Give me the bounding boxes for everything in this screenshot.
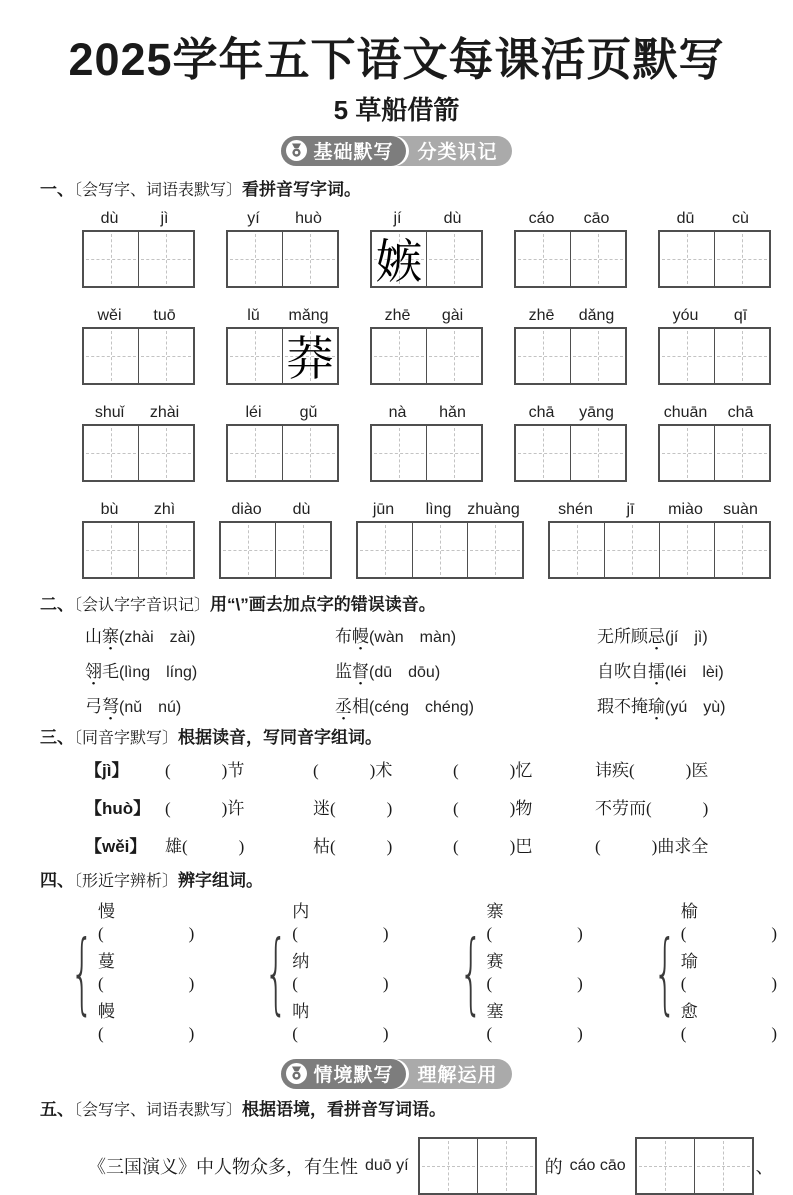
- fill-blank-item[interactable]: 不劳而( ): [595, 798, 709, 818]
- badge-left-wrap: [281, 1059, 408, 1089]
- section-badge-context: [281, 1059, 511, 1089]
- writing-gridbox: [226, 424, 339, 482]
- char-group: [264, 901, 404, 1045]
- dotted-char: 忌: [648, 626, 665, 646]
- answer-cell[interactable]: [139, 329, 193, 383]
- pinyin-word-group: [226, 400, 339, 482]
- phrase-item[interactable]: 布幔(wàn màn): [335, 622, 597, 647]
- pinyin-labels: chā yāng: [528, 403, 614, 421]
- section-tag: 〔同音字默写〕: [74, 729, 179, 747]
- pinyin-labels: diào dù: [231, 500, 311, 518]
- pinyin-labels: léi gǔ: [245, 403, 318, 421]
- writing-gridbox: [658, 230, 771, 288]
- pinyin-row: [82, 303, 793, 385]
- answer-cell[interactable]: [571, 426, 625, 480]
- section-one-heading: [40, 179, 793, 202]
- answer-cell[interactable]: [516, 426, 571, 480]
- fill-blank-item[interactable]: 慢( ): [98, 901, 195, 943]
- section-tag: 〔形近字辨析〕: [74, 872, 179, 890]
- pinyin-label: duō yí: [365, 1157, 409, 1175]
- pinyin-word-group: [658, 206, 771, 288]
- pinyin-labels: zhē gài: [384, 306, 464, 324]
- fill-blank-item[interactable]: 愈( ): [680, 1001, 778, 1043]
- section-number: 一、: [40, 179, 74, 199]
- handwritten-char: 嫉: [375, 237, 423, 290]
- medal-icon: [286, 1063, 307, 1084]
- writing-gridbox: [82, 521, 195, 579]
- sentence-text: 、: [755, 1157, 774, 1178]
- writing-gridbox: [370, 230, 483, 288]
- answer-cell[interactable]: [84, 232, 139, 286]
- char-group: [459, 901, 599, 1045]
- answer-cell[interactable]: [660, 523, 715, 577]
- pinyin-word-group: [514, 400, 627, 482]
- fill-blank-item[interactable]: 蔓( ): [98, 951, 195, 993]
- answer-cell[interactable]: [372, 232, 427, 290]
- pinyin-word-group: [548, 497, 771, 579]
- pinyin-word-group: [82, 400, 195, 482]
- section-instruction: 根据语境，看拼音写词语。: [242, 1099, 447, 1119]
- section-instruction: 用“\”画去加点字的错误读音。: [210, 594, 436, 614]
- pinyin-word-group: [658, 400, 771, 482]
- section-tag: 〔会写字、词语表默写〕: [74, 181, 243, 199]
- pinyin-key: 【huò】: [85, 798, 151, 818]
- answer-cell[interactable]: [283, 426, 337, 480]
- context-sentence: [88, 1137, 793, 1195]
- fill-blank-item[interactable]: ( )物: [453, 798, 533, 818]
- answer-cell[interactable]: [84, 426, 139, 480]
- section-number: 二、: [40, 594, 74, 614]
- section-number: 四、: [40, 870, 74, 890]
- homophone-exercise: [85, 756, 793, 857]
- answer-cell[interactable]: [660, 329, 715, 383]
- dotted-char: 寨: [102, 626, 119, 646]
- writing-gridbox: [82, 424, 195, 482]
- pinyin-labels: lǔ mǎng: [247, 306, 329, 324]
- writing-gridbox: [356, 521, 524, 579]
- writing-gridbox: [514, 327, 627, 385]
- badge-secondary-label: 分类识记: [417, 142, 498, 164]
- section-instruction: 根据读音，写同音字组词。: [178, 727, 383, 747]
- char-group: [653, 901, 793, 1045]
- answer-cell[interactable]: [660, 426, 715, 480]
- dotted-char: 瑜: [648, 696, 665, 716]
- answer-cell[interactable]: [283, 329, 337, 387]
- answer-cell[interactable]: [139, 523, 193, 577]
- medal-icon: [286, 140, 307, 161]
- dotted-char: 擂: [648, 661, 665, 681]
- pinyin-word-group: [82, 303, 195, 385]
- pronunciation-exercise: [85, 622, 793, 717]
- writing-gridbox: [370, 424, 483, 482]
- sentence-text: 的: [544, 1157, 563, 1178]
- pinyin-word-group: [370, 400, 483, 482]
- writing-gridbox: [82, 327, 195, 385]
- fill-blank-item[interactable]: ( )术: [313, 760, 393, 780]
- pinyin-labels: dū cù: [676, 209, 749, 227]
- answer-cell[interactable]: [468, 523, 522, 577]
- answer-cell[interactable]: [516, 232, 571, 286]
- answer-cell[interactable]: [715, 232, 769, 286]
- writing-gridbox: [658, 327, 771, 385]
- sentence-text: 《三国演义》中人物众多，有生性: [88, 1157, 358, 1178]
- pinyin-labels: nà hǎn: [388, 403, 466, 421]
- writing-gridbox: [226, 327, 339, 385]
- answer-cell[interactable]: [660, 232, 715, 286]
- answer-cell[interactable]: [571, 329, 625, 383]
- badge-left-wrap: [281, 136, 408, 166]
- answer-cell[interactable]: [478, 1139, 535, 1193]
- answer-cell[interactable]: [228, 426, 283, 480]
- brace-icon: {: [264, 920, 289, 1024]
- answer-cell[interactable]: [427, 232, 481, 286]
- answer-cell[interactable]: [372, 329, 427, 383]
- lesson-title: 5 草船借箭: [333, 94, 460, 125]
- section-badge-basic: [281, 136, 511, 166]
- fill-blank-item[interactable]: 赛( ): [486, 951, 583, 993]
- pinyin-labels: jūn lìng zhuàng: [372, 500, 520, 518]
- pinyin-labels: bù zhì: [100, 500, 176, 518]
- answer-cell[interactable]: [427, 329, 481, 383]
- fill-blank-item[interactable]: ( )曲求全: [595, 836, 709, 856]
- exercise-row: [85, 794, 793, 819]
- pinyin-row: [82, 400, 793, 482]
- writing-gridbox: [226, 230, 339, 288]
- similar-char-exercise: [70, 901, 793, 1045]
- pinyin-word-group: [82, 206, 195, 288]
- phrase-item[interactable]: 山寨(zhài zài): [85, 622, 335, 647]
- pinyin-word-group: [356, 497, 524, 579]
- pinyin-labels: wěi tuō: [97, 306, 176, 324]
- fill-blank-item[interactable]: 寨( ): [486, 901, 583, 943]
- fill-blank-item[interactable]: 呐( ): [292, 1001, 389, 1043]
- pinyin-word-group: [226, 303, 339, 385]
- fill-blank-item[interactable]: 纳( ): [292, 951, 389, 993]
- fill-blank-item[interactable]: 讳疾( )医: [595, 760, 709, 780]
- exercise-row: [85, 756, 793, 781]
- answer-cell[interactable]: [695, 1139, 752, 1193]
- fill-blank-item[interactable]: 幔( ): [98, 1001, 195, 1043]
- answer-cell[interactable]: [283, 232, 337, 286]
- phrase-item[interactable]: 丞相(céng chéng): [335, 692, 597, 717]
- section-number: 三、: [40, 727, 74, 747]
- dotted-char: 丞: [335, 696, 352, 716]
- badge-left: [281, 1059, 405, 1089]
- pinyin-key: 【jì】: [85, 760, 129, 780]
- phrase-item[interactable]: 监督(dū dōu): [335, 657, 597, 682]
- pinyin-labels: shuǐ zhài: [94, 403, 180, 421]
- worksheet-page: [0, 34, 793, 1178]
- fill-blank-item[interactable]: 塞( ): [486, 1001, 583, 1043]
- fill-blank-item[interactable]: ( )节: [165, 760, 245, 780]
- answer-cell[interactable]: [715, 426, 769, 480]
- writing-gridbox: [658, 424, 771, 482]
- exercise-row: [85, 622, 793, 647]
- fill-blank-item[interactable]: 枯( ): [313, 836, 393, 856]
- pinyin-labels: shén jī miào suàn: [558, 500, 758, 518]
- answer-cell[interactable]: [139, 232, 193, 286]
- phrase-item[interactable]: 自吹自擂(léi lèi): [597, 657, 793, 682]
- answer-cell[interactable]: [228, 329, 283, 383]
- writing-gridbox: [548, 521, 771, 579]
- exercise-row: [85, 832, 793, 857]
- badge-secondary-label: 理解运用: [417, 1065, 498, 1086]
- answer-cell[interactable]: [228, 232, 283, 286]
- phrase-item[interactable]: 翎毛(lìng líng): [85, 657, 335, 682]
- fill-blank-item[interactable]: 迷( ): [313, 798, 393, 818]
- dotted-char: 翎: [85, 661, 102, 681]
- pinyin-word-group: [226, 206, 339, 288]
- phrase-item[interactable]: 瑕不掩瑜(yú yù): [597, 692, 793, 717]
- section-three-heading: [40, 727, 793, 750]
- answer-cell[interactable]: [84, 523, 139, 577]
- answer-cell[interactable]: [427, 426, 481, 480]
- writing-gridbox: [635, 1137, 754, 1195]
- dotted-char: 弩: [102, 696, 119, 716]
- answer-cell[interactable]: [715, 329, 769, 383]
- page-title: 2025学年五下语文每课活页默写: [68, 34, 725, 85]
- brace-icon: {: [652, 920, 677, 1024]
- answer-cell[interactable]: [413, 523, 468, 577]
- pinyin-labels: jí dù: [393, 209, 462, 227]
- char-group: [70, 901, 210, 1045]
- writing-gridbox: [514, 230, 627, 288]
- pinyin-key: 【wěi】: [85, 836, 147, 856]
- pinyin-labels: chuān chā: [663, 403, 754, 421]
- section-four-heading: [40, 870, 793, 893]
- section-tag: 〔会认字字音识记〕: [74, 596, 211, 614]
- section-instruction: 辨字组词。: [178, 870, 264, 890]
- dotted-char: 幔: [352, 626, 369, 646]
- pinyin-labels: dù jì: [100, 209, 169, 227]
- answer-cell[interactable]: [516, 329, 571, 383]
- exercise-row: [85, 657, 793, 682]
- pinyin-label: cáo cāo: [569, 1157, 626, 1175]
- answer-cell[interactable]: [571, 232, 625, 286]
- fill-blank-item[interactable]: 瑜( ): [680, 951, 778, 993]
- writing-gridbox: [82, 230, 195, 288]
- pinyin-row: [82, 497, 793, 579]
- pinyin-labels: yóu qī: [672, 306, 748, 324]
- section-five-heading: [40, 1099, 793, 1122]
- pinyin-labels: cáo cāo: [528, 209, 610, 227]
- handwritten-char: 莽: [286, 334, 334, 387]
- fill-blank-item[interactable]: 榆( ): [680, 901, 778, 943]
- phrase-item[interactable]: 无所顾忌(jí jì): [597, 622, 793, 647]
- brace-icon: {: [458, 920, 483, 1024]
- badge-primary-label: 基础默写: [313, 142, 394, 164]
- pinyin-word-group: [370, 303, 483, 385]
- answer-cell[interactable]: [372, 426, 427, 480]
- fill-blank-item[interactable]: 雄( ): [165, 836, 245, 856]
- answer-cell[interactable]: [637, 1139, 695, 1193]
- pinyin-grid-area: [82, 206, 793, 579]
- badge-primary-label: 情境默写: [313, 1065, 394, 1086]
- writing-gridbox: [370, 327, 483, 385]
- pinyin-row: [82, 206, 793, 288]
- writing-gridbox: [418, 1137, 537, 1195]
- pinyin-word-group: [658, 303, 771, 385]
- pinyin-word-group: [514, 303, 627, 385]
- pinyin-labels: yí huò: [247, 209, 322, 227]
- answer-cell[interactable]: [420, 1139, 478, 1193]
- answer-cell[interactable]: [221, 523, 276, 577]
- badge-left: [281, 136, 405, 166]
- writing-gridbox: [514, 424, 627, 482]
- section-number: 五、: [40, 1099, 74, 1119]
- fill-blank-item[interactable]: ( )巴: [453, 836, 533, 856]
- answer-cell[interactable]: [550, 523, 605, 577]
- answer-cell[interactable]: [276, 523, 330, 577]
- answer-cell[interactable]: [715, 523, 769, 577]
- brace-icon: {: [70, 920, 94, 1024]
- pinyin-labels: zhē dǎng: [528, 306, 615, 324]
- writing-gridbox: [219, 521, 332, 579]
- fill-blank-item[interactable]: ( )忆: [453, 760, 533, 780]
- answer-cell[interactable]: [139, 426, 193, 480]
- pinyin-word-group: [82, 497, 195, 579]
- section-tag: 〔会写字、词语表默写〕: [74, 1101, 243, 1119]
- dotted-char: 督: [352, 661, 369, 681]
- pinyin-word-group: [219, 497, 332, 579]
- answer-cell[interactable]: [605, 523, 660, 577]
- phrase-item[interactable]: 弓弩(nǔ nú): [85, 692, 335, 717]
- section-two-heading: [40, 594, 793, 617]
- exercise-row: [85, 692, 793, 717]
- pinyin-word-group: [370, 206, 483, 288]
- answer-cell[interactable]: [358, 523, 413, 577]
- section-instruction: 看拼音写字词。: [242, 179, 362, 199]
- answer-cell[interactable]: [84, 329, 139, 383]
- fill-blank-item[interactable]: ( )许: [165, 798, 245, 818]
- fill-blank-item[interactable]: 内( ): [292, 901, 389, 943]
- pinyin-word-group: [514, 206, 627, 288]
